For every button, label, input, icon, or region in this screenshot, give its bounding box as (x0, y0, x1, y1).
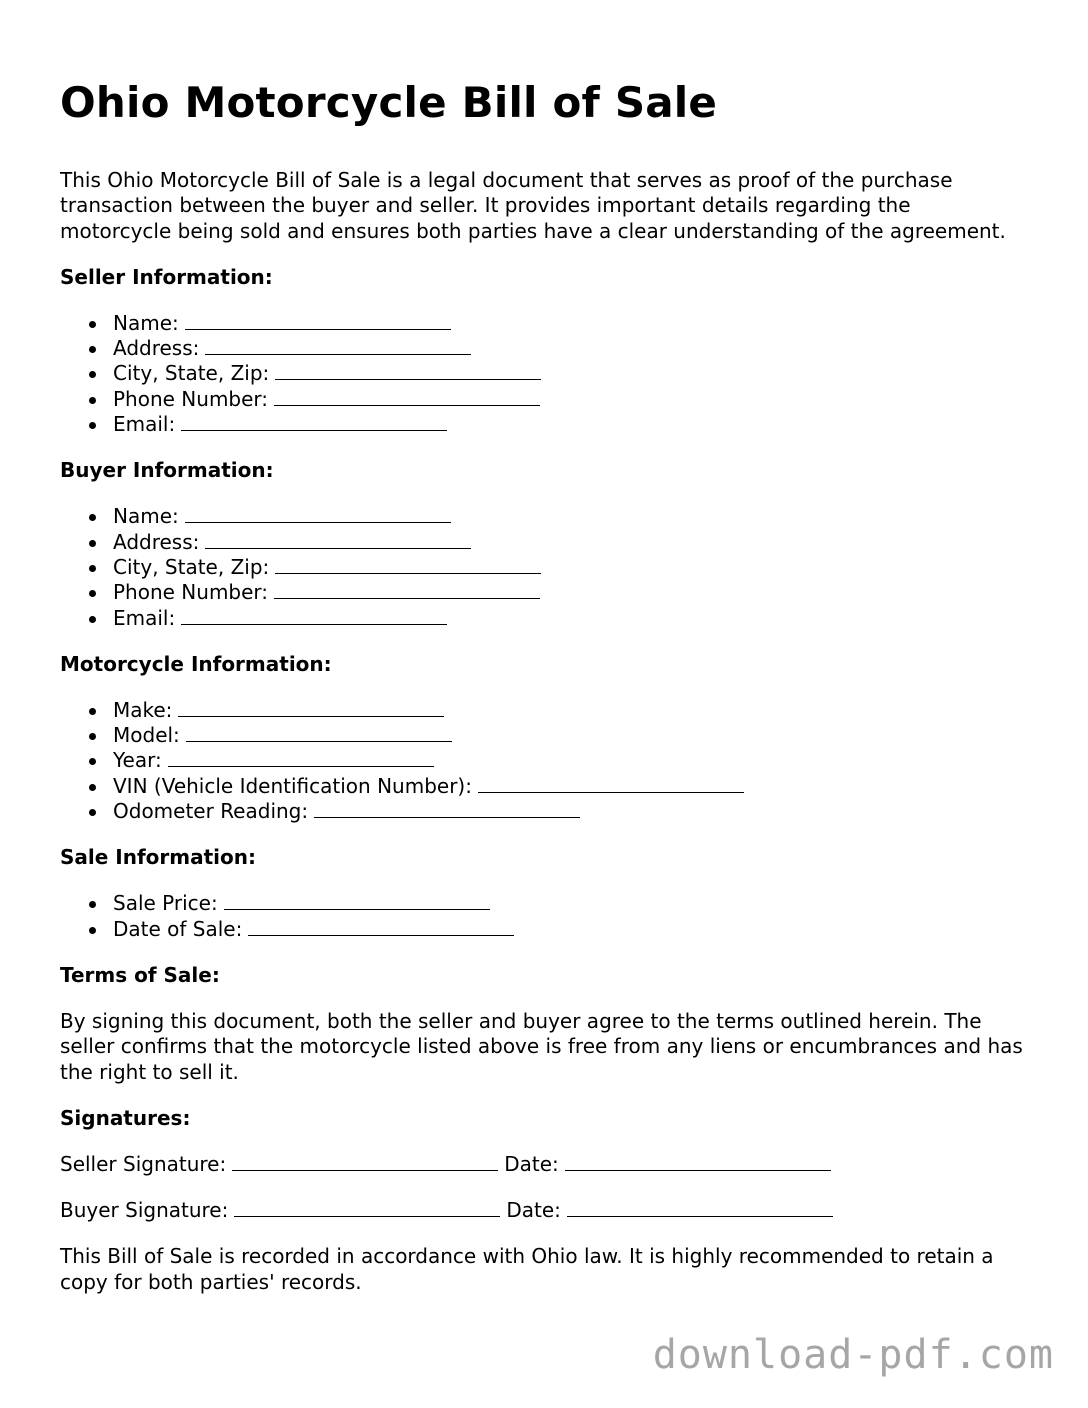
motorcycle-odometer-field (113, 799, 1028, 824)
field-label: VIN (Vehicle Identification Number): (113, 773, 472, 798)
buyer-heading: Buyer Information: (60, 458, 274, 483)
field-label: Email: (113, 605, 176, 630)
seller-phone-blank (274, 387, 540, 406)
seller-name-blank (185, 311, 451, 330)
buyer-email-blank (181, 606, 447, 625)
buyer-date-blank (567, 1198, 833, 1217)
field-label: Sale Price: (113, 891, 218, 916)
seller-address-blank (205, 336, 471, 355)
buyer-signature-line (60, 1198, 1028, 1223)
seller-name-field (113, 311, 1028, 336)
buyer-date-label: Date: (506, 1198, 561, 1223)
buyer-address-field (113, 530, 1028, 555)
seller-date-blank (565, 1152, 831, 1171)
seller-heading: Seller Information: (60, 264, 273, 289)
field-label: Make: (113, 697, 173, 722)
sale-heading: Sale Information: (60, 845, 256, 870)
sale-date-field (113, 917, 1028, 942)
motorcycle-year-blank (168, 748, 434, 767)
buyer-name-blank (185, 504, 451, 523)
buyer-email-field (113, 606, 1028, 631)
seller-date-label: Date: (504, 1151, 559, 1176)
buyer-phone-blank (274, 580, 540, 599)
motorcycle-model-blank (186, 723, 452, 742)
seller-phone-field (113, 387, 1028, 412)
intro-paragraph: This Ohio Motorcycle Bill of Sale is a legal document that serves as proof of the purchase transaction between the buyer and seller. It provides important details regarding the motorcycle being sold and ensures both parties have a clear understanding of the agreement. (60, 168, 1006, 243)
sale-date-blank (248, 917, 514, 936)
motorcycle-odometer-blank (314, 799, 580, 818)
terms-heading: Terms of Sale: (60, 962, 220, 987)
buyer-name-field (113, 504, 1028, 529)
buyer-signature-label: Buyer Signature: (60, 1198, 229, 1223)
field-label: Phone Number: (113, 580, 269, 605)
field-label: Name: (113, 504, 179, 529)
field-label: Address: (113, 529, 200, 554)
seller-city-state-zip-blank (275, 361, 541, 380)
field-label: Email: (113, 412, 176, 437)
field-label: Name: (113, 310, 179, 335)
document-page (60, 72, 1028, 1295)
field-label: Address: (113, 336, 200, 361)
field-label: Year: (113, 748, 162, 773)
seller-field-list (60, 311, 1028, 437)
closing-paragraph: This Bill of Sale is recorded in accordance with Ohio law. It is highly recommended to retain a copy for both parties' records. (60, 1244, 994, 1294)
buyer-signature-blank (234, 1198, 500, 1217)
signatures-heading: Signatures: (60, 1105, 191, 1130)
buyer-address-blank (205, 530, 471, 549)
buyer-city-state-zip-blank (275, 555, 541, 574)
document-title: Ohio Motorcycle Bill of Sale (60, 78, 718, 127)
seller-city-state-zip-field (113, 361, 1028, 386)
seller-address-field (113, 336, 1028, 361)
seller-signature-line (60, 1152, 1028, 1177)
field-label: Model: (113, 723, 180, 748)
motorcycle-vin-blank (478, 774, 744, 793)
watermark-text: download-pdf.com (652, 1332, 1054, 1378)
seller-email-field (113, 412, 1028, 437)
motorcycle-model-field (113, 723, 1028, 748)
motorcycle-field-list (60, 698, 1028, 824)
motorcycle-year-field (113, 748, 1028, 773)
field-label: City, State, Zip: (113, 554, 270, 579)
terms-paragraph: By signing this document, both the seller and buyer agree to the terms outlined herein. The seller confirms that the motorcycle listed above is free from any liens or encumbrances and has the right to sell it. (60, 1008, 1023, 1084)
seller-signature-blank (232, 1152, 498, 1171)
seller-signature-label: Seller Signature: (60, 1151, 227, 1176)
field-label: Odometer Reading: (113, 799, 309, 824)
sale-price-blank (224, 891, 490, 910)
buyer-phone-field (113, 580, 1028, 605)
buyer-city-state-zip-field (113, 555, 1028, 580)
sale-price-field (113, 891, 1028, 916)
sale-field-list (60, 891, 1028, 942)
buyer-field-list (60, 504, 1028, 630)
motorcycle-make-field (113, 698, 1028, 723)
motorcycle-make-blank (178, 698, 444, 717)
field-label: Date of Sale: (113, 916, 243, 941)
motorcycle-vin-field (113, 774, 1028, 799)
field-label: City, State, Zip: (113, 361, 270, 386)
motorcycle-heading: Motorcycle Information: (60, 651, 332, 676)
field-label: Phone Number: (113, 386, 269, 411)
seller-email-blank (181, 412, 447, 431)
